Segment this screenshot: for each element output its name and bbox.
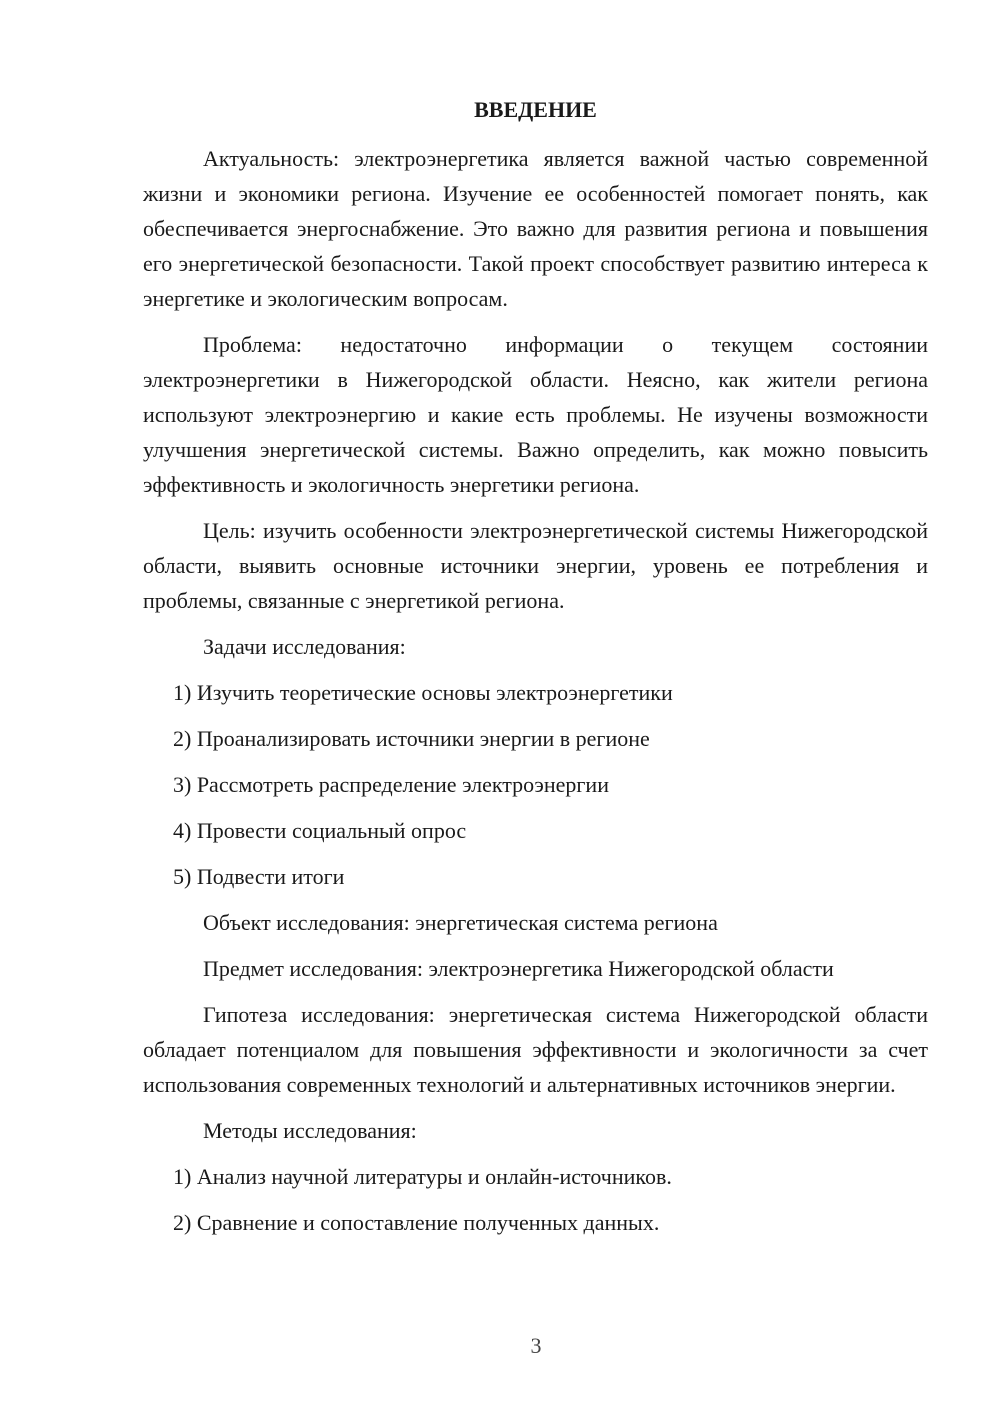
hypothesis-paragraph: Гипотеза исследования: энергетическая система Нижегородской области обладает потенциалом для повышения эффективности и экологичности за счет использования современных технологий и альтернативных источников энергии. [143, 1002, 928, 1097]
document-page [143, 92, 928, 1251]
task-item: 1) Изучить теоретические основы электроэнергетики [173, 680, 673, 705]
task-item: 3) Рассмотреть распределение электроэнергии [173, 772, 609, 797]
method-item: 2) Сравнение и сопоставление полученных данных. [173, 1210, 660, 1235]
relevance-paragraph: Актуальность: электроэнергетика является важной частью современной жизни и экономики региона. Изучение ее особенностей помогает понять, как обеспечивается энергоснабжение. Это важно для развития региона и повышения его энергетической безопасности. Такой проект способствует развитию интереса к энергетике и экологическим вопросам. [143, 146, 928, 311]
problem-paragraph: Проблема: недостаточно информации о текущем состоянии электроэнергетики в Нижегородской области. Неясно, как жители региона используют электроэнергию и какие есть проблемы. Не изучены возможности улучшения энергетической системы. Важно определить, как можно повысить эффективность и экологичность энергетики региона. [143, 332, 928, 497]
task-item: 4) Провести социальный опрос [173, 818, 467, 843]
subject-paragraph: Предмет исследования: электроэнергетика Нижегородской области [203, 956, 834, 981]
object-paragraph: Объект исследования: энергетическая система региона [203, 910, 718, 935]
method-item: 1) Анализ научной литературы и онлайн-источников. [173, 1164, 672, 1189]
goal-paragraph: Цель: изучить особенности электроэнергетической системы Нижегородской области, выявить основные источники энергии, уровень ее потребления и проблемы, связанные с энергетикой региона. [143, 518, 928, 613]
task-item: 2) Проанализировать источники энергии в регионе [173, 726, 650, 751]
tasks-heading: Задачи исследования: [203, 634, 406, 659]
task-item: 5) Подвести итоги [173, 864, 345, 889]
methods-heading: Методы исследования: [203, 1118, 417, 1143]
page-number: 3 [530, 1333, 542, 1358]
section-title: ВВЕДЕНИЕ [474, 97, 597, 122]
